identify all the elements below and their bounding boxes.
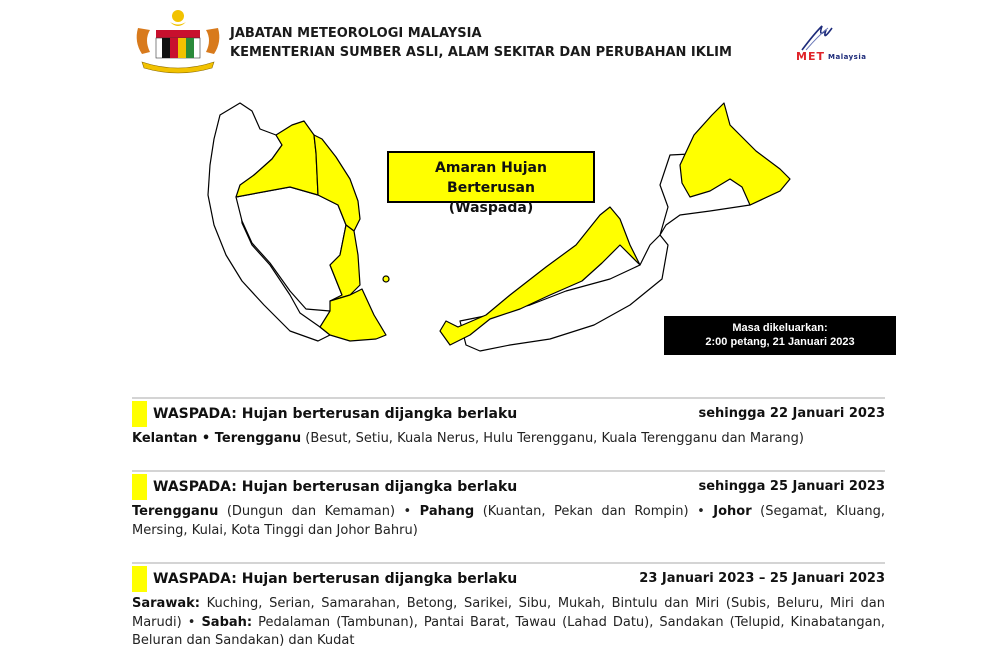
section-title: WASPADA: Hujan berterusan dijangka berlaku	[153, 406, 518, 422]
malaysia-coat-of-arms-icon	[132, 8, 224, 74]
yellow-level-marker	[132, 474, 147, 500]
sarawak-region	[460, 235, 668, 351]
section-areas	[132, 503, 885, 540]
section-date: sehingga 25 Januari 2023	[698, 479, 885, 494]
district-list: (Dungun dan Kemaman) •	[218, 504, 420, 519]
warning-title-line1: Amaran Hujan Berterusan	[435, 160, 547, 196]
section-divider	[132, 470, 885, 472]
issued-time: 2:00 petang, 21 Januari 2023	[705, 336, 855, 348]
district-list: Kuching, Serian, Samarahan, Betong, Sarikei, Sibu, Mukah, Bintulu dan Miri (Subis, Beluru, Miri dan Marudi) •	[132, 596, 885, 630]
section-title: WASPADA: Hujan berterusan dijangka berlaku	[153, 571, 518, 587]
issued-time-box	[664, 316, 896, 355]
state-name: Kelantan	[132, 431, 198, 446]
section-divider	[132, 397, 885, 399]
separator: •	[197, 431, 215, 446]
org-name-line1: JABATAN METEOROLOGI MALAYSIA	[230, 26, 482, 41]
section-title: WASPADA: Hujan berterusan dijangka berlaku	[153, 479, 518, 495]
district-list: (Kuantan, Pekan dan Rompin) •	[474, 504, 714, 519]
district-list: Pedalaman (Tambunan), Pantai Barat, Tawau (Lahad Datu), Sandakan (Telupid, Kinabatangan, Beluran dan Sandakan) dan Kudat	[132, 614, 885, 648]
met-malaysia-logo	[792, 22, 882, 64]
state-name: Pahang	[419, 504, 475, 519]
page-header	[132, 8, 892, 78]
warning-section-1	[132, 397, 885, 457]
state-name: Terengganu	[214, 431, 302, 446]
state-name: Sarawak:	[132, 596, 200, 611]
section-areas	[132, 595, 885, 651]
section-date: 23 Januari 2023 – 25 Januari 2023	[639, 571, 885, 586]
warning-section-3	[132, 562, 885, 667]
warning-title-line2: (Waspada)	[448, 200, 534, 216]
warning-title-box	[387, 151, 595, 216]
district-list: (Segamat, Kluang, Mersing, Kulai, Kota Tinggi dan Johor Bahru)	[132, 504, 885, 538]
logo-met-text: MET	[796, 50, 825, 63]
issued-label: Masa dikeluarkan:	[732, 322, 828, 334]
state-name: Johor	[713, 504, 752, 519]
section-divider	[132, 562, 885, 564]
yellow-level-marker	[132, 401, 147, 427]
state-name: Terengganu	[132, 504, 219, 519]
warning-section-2	[132, 470, 885, 550]
district-list: (Besut, Setiu, Kuala Nerus, Hulu Terengganu, Kuala Terengganu dan Marang)	[301, 431, 804, 446]
state-name: Sabah:	[201, 614, 253, 630]
logo-malaysia-text: Malaysia	[828, 53, 867, 61]
yellow-level-marker	[132, 566, 147, 592]
org-name	[230, 24, 732, 62]
section-areas	[132, 430, 885, 449]
met-swoosh-icon	[792, 22, 882, 52]
section-date: sehingga 22 Januari 2023	[698, 406, 885, 421]
org-name-line2: KEMENTERIAN SUMBER ASLI, ALAM SEKITAR DAN PERUBAHAN IKLIM	[230, 45, 732, 60]
